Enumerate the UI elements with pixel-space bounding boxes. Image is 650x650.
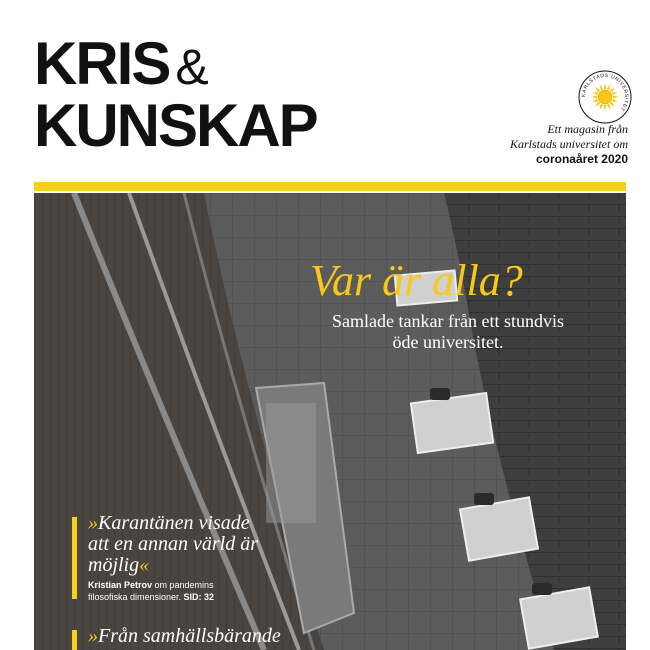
teaser-description: om pandemins filosofiska dimensioner. [88, 580, 214, 602]
open-quote-mark: » [88, 512, 98, 534]
masthead-ampersand: & [175, 39, 209, 95]
cover-photo [34, 193, 626, 650]
teaser-quote [88, 513, 272, 576]
magazine-masthead [34, 30, 317, 159]
masthead-line1 [34, 30, 317, 97]
cover-subhead: Samlade tankar från ett stundvis öde universitet. [332, 311, 564, 352]
teaser-page-ref: SID: 32 [183, 592, 215, 602]
tagline-line1: Ett magasin från [547, 122, 628, 136]
open-quote-mark: » [88, 625, 98, 647]
logo-ring-text: KARLSTADS UNIVERSITET [580, 72, 630, 113]
yellow-divider [34, 182, 626, 191]
teaser-byline [88, 579, 238, 603]
teaser-quote-text: Från samhällsbärande [98, 625, 281, 647]
tagline-line2: Karlstads universitet om [509, 137, 628, 151]
close-quote-mark: « [139, 554, 150, 576]
tagline [510, 122, 628, 167]
teaser-accent-bar [72, 517, 77, 599]
university-sun-logo-icon [578, 70, 632, 124]
teaser-2 [72, 625, 281, 647]
masthead-word-kris: KRIS [34, 30, 170, 97]
masthead-word-kunskap: KUNSKAP [34, 92, 317, 159]
cover-headline: Var är alla? [310, 256, 523, 305]
teaser-quote-text: Karantänen visade att en annan värld är möjlig [88, 512, 258, 576]
teaser-1 [72, 513, 272, 603]
teaser-author: Kristian Petrov [88, 580, 153, 590]
tagline-line3: coronaåret 2020 [535, 152, 628, 166]
teaser-accent-bar [72, 630, 77, 650]
teaser-quote [88, 625, 281, 647]
